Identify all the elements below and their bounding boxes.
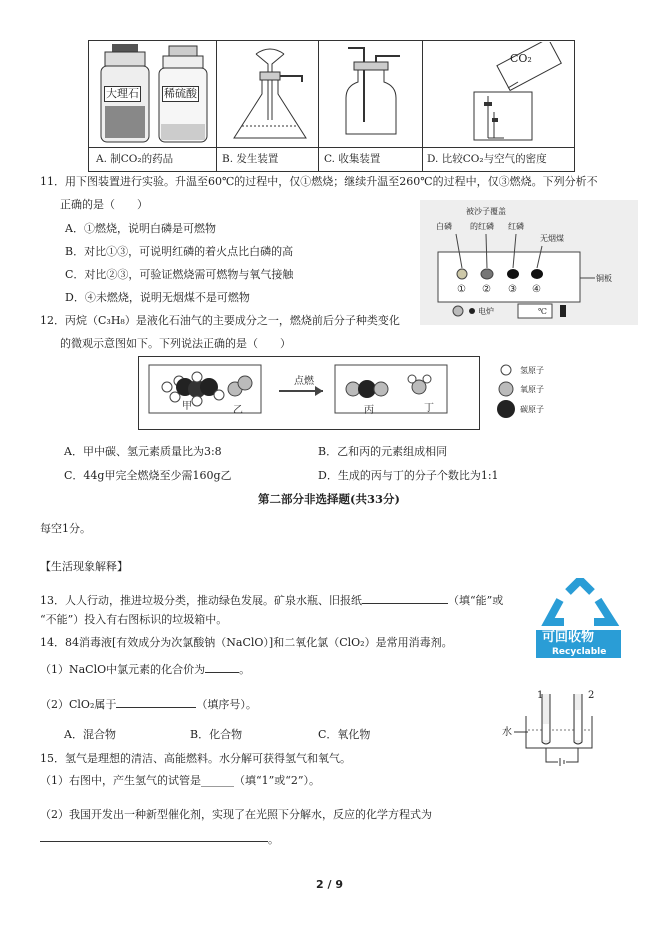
q11-option-c: C．对比②③，可验证燃烧需可燃物与氧气接触 (65, 268, 294, 281)
q12-option-c: C．44g甲完全燃烧至少需160g乙 (64, 469, 232, 482)
tube-label-1: 1 (537, 690, 544, 701)
caption-a: A. 制CO₂的药品 (96, 153, 174, 165)
atom-legend (496, 362, 516, 422)
legend-carbon: 碳原子 (520, 405, 544, 414)
fig-label-furnace: 电炉 (478, 307, 494, 316)
q12-stem-2: 的微观示意图如下。下列说法正确的是（ ） (60, 337, 291, 350)
q14-period: 。 (239, 663, 251, 676)
q12-stem: 12．丙烷（C₃H₈）是液化石油气的主要成分之一，燃烧前后分子种类变化 (40, 314, 400, 327)
molecule-name-ding: 丁 (424, 403, 434, 414)
caption-b: B. 发生装置 (222, 153, 279, 165)
q14-class-blank[interactable] (116, 696, 196, 708)
q11-option-b: B．对比①③，可说明红磷的着火点比白磷的高 (65, 245, 294, 258)
fig-label-red-p: 红磷 (508, 222, 524, 231)
co2-density-figure (434, 42, 564, 146)
molecule-name-jia: 甲 (182, 401, 192, 412)
legend-oxygen: 氧原子 (520, 385, 544, 394)
molecule-diagram-drawing (139, 357, 477, 427)
q14-part2-text: （2）ClO₂属于 (40, 698, 117, 711)
fig-num-3: ③ (508, 284, 517, 295)
q12-option-a: A．甲中碳、氢元素质量比为3:8 (64, 445, 222, 458)
q15-part1: （1）右图中，产生氢气的试管是______（填“1”或“2”）。 (40, 774, 320, 787)
electrolysis-figure (502, 690, 612, 770)
q15-equation-blank[interactable] (40, 841, 268, 842)
q13-stem-2: “不能”）投入有右图标识的垃圾箱中。 (40, 613, 228, 626)
q14-option-c: C．氧化物 (318, 728, 371, 741)
generator-apparatus-figure (226, 42, 314, 146)
q14-part2-tail: （填序号）。 (196, 698, 257, 711)
fig-label-coal: 无烟煤 (540, 234, 564, 243)
q13-stem (40, 592, 503, 608)
molecule-name-yi: 乙 (233, 405, 243, 416)
q14-option-a: A．混合物 (64, 728, 116, 741)
recycle-text-en: Recyclable (552, 647, 607, 657)
q11-stem-2: 正确的是（ ） (60, 198, 148, 211)
page-number: 2 / 9 (316, 878, 343, 891)
q14-option-b: B．化合物 (190, 728, 243, 741)
q13-text-a: 13．人人行动，推进垃圾分类，推动绿色发展。矿泉水瓶、旧报纸 (40, 594, 362, 607)
bottle-label-acid: 稀硫酸 (164, 87, 197, 100)
reaction-arrow-label: 点燃 (294, 376, 314, 387)
fig-label-copper: 铜板 (596, 274, 612, 283)
tube-label-2: 2 (588, 690, 595, 701)
part2-title: 第二部分非选择题(共33分) (258, 492, 400, 506)
q14-valence-blank[interactable] (205, 661, 239, 673)
water-label: 水 (502, 727, 512, 738)
legend-hydrogen: 氢原子 (520, 366, 544, 375)
combustion-figure-drawing (420, 200, 638, 325)
caption-c: C. 收集装置 (324, 153, 381, 165)
q15-end-period: 。 (268, 833, 279, 846)
fig-label-white-p: 白磷 (436, 222, 452, 231)
q14-stem: 14．84消毒液[有效成分为次氯酸钠（NaClO）]和二氧化氯（ClO₂）是常用消毒剂。 (40, 636, 453, 649)
recycle-icon (538, 578, 622, 630)
fig-num-4: ④ (532, 284, 541, 295)
q11-stem: 11．用下图装置进行实验。升温至60℃的过程中，仅①燃烧；继续升温至260℃的过程中，仅③燃烧。下列分析不 (40, 175, 598, 188)
scoring-note: 每空1分。 (40, 522, 91, 535)
fig-num-1: ① (457, 284, 466, 295)
caption-d: D. 比较CO₂与空气的密度 (427, 153, 547, 165)
co2-label: CO₂ (510, 52, 532, 65)
q14-part1 (40, 661, 250, 677)
fig-num-2: ② (482, 284, 491, 295)
bottle-label-marble: 大理石 (106, 87, 139, 100)
q13-answer-blank[interactable] (362, 592, 448, 604)
q12-option-d: D．生成的丙与丁的分子个数比为1:1 (318, 469, 499, 482)
fig-label-red-p-covered: 的红磷 (470, 222, 494, 231)
q12-option-b: B．乙和丙的元素组成相同 (318, 445, 448, 458)
q11-option-d: D．④未燃烧，说明无烟煤不是可燃物 (65, 291, 250, 304)
q14-part2 (40, 696, 257, 712)
q11-option-a: A．①燃烧，说明白磷是可燃物 (65, 222, 216, 235)
fig-label-celsius: ℃ (538, 307, 547, 316)
collection-apparatus-figure (328, 42, 416, 146)
molecule-name-bing: 丙 (364, 405, 374, 416)
recycle-text-cn: 可回收物 (542, 630, 595, 645)
fig-label-sand: 被沙子覆盖 (466, 207, 506, 216)
section-life-phenomena: 【生活现象解释】 (40, 560, 128, 573)
q15-stem: 15．氢气是理想的清洁、高能燃料。水分解可获得氢气和氧气。 (40, 752, 351, 765)
q13-text-b: （填“能”或 (448, 594, 504, 607)
q14-part1-text: （1）NaClO中氯元素的化合价为 (40, 663, 206, 676)
q15-part2: （2）我国开发出一种新型催化剂，实现了在光照下分解水，反应的化学方程式为 (40, 808, 432, 821)
